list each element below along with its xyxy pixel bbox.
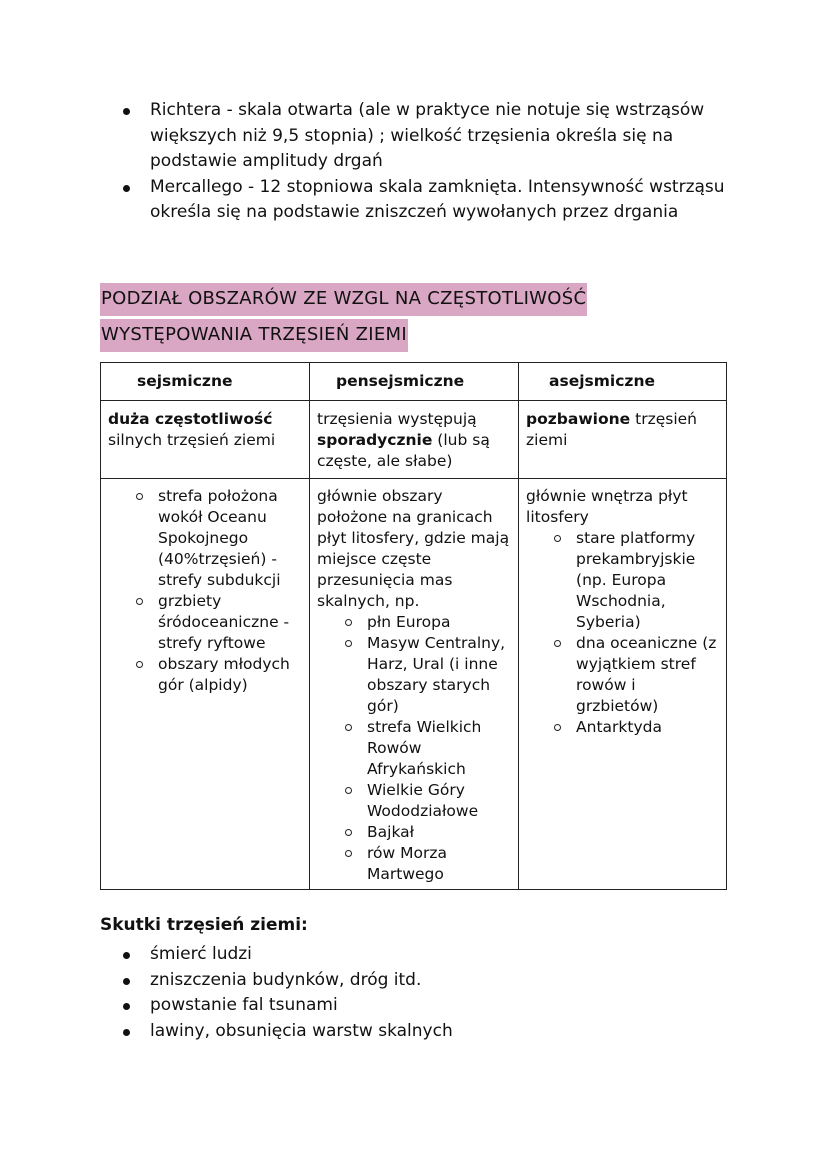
list-item: [100, 1019, 453, 1045]
cell-intro-text: głównie obszary położone na granicach płyt litosfery, gdzie mają miejsce częste przesunięcia mas skalnych, np.: [317, 487, 510, 610]
circle-bullet-icon: [345, 619, 352, 626]
seismic-scales-list: [100, 98, 740, 226]
circle-bullet-icon: [345, 850, 352, 857]
list-item-text: powstanie fal tsunami: [150, 995, 338, 1015]
heading-line-2: WYSTĘPOWANIA TRZĘSIEŃ ZIEMI: [100, 319, 408, 352]
list-item: [317, 633, 511, 717]
circle-bullet-icon: [345, 640, 352, 647]
list-item: [317, 780, 511, 822]
table-cell: [519, 479, 727, 890]
list-item-text: płn Europa: [367, 613, 451, 631]
table-cell: [310, 401, 519, 479]
header-seismic: sejsmiczne: [101, 363, 310, 401]
circle-bullet-icon: [554, 535, 561, 542]
table-row: [101, 479, 727, 890]
list-item-text: strefa Wielkich Rowów Afrykańskich: [367, 718, 482, 778]
list-item-text: dna oceaniczne (z wyjątkiem stref rowów i grzbietów): [576, 634, 717, 715]
bullet-dot-icon: [123, 185, 130, 192]
list-item: [100, 968, 453, 994]
header-aseismic: asejsmiczne: [519, 363, 727, 401]
list-item-text: Wielkie Góry Wododziałowe: [367, 781, 479, 820]
heading-line-1: PODZIAŁ OBSZARÓW ZE WZGL NA CZĘSTOTLIWOŚĆ: [100, 283, 587, 316]
effects-heading: Skutki trzęsień ziemi:: [100, 915, 308, 935]
mercalli-scale-text: Mercallego - 12 stopniowa skala zamknięta. Intensywność wstrząsu określa się na podstawie zniszczeń wywołanych przez drgania: [150, 176, 725, 222]
bullet-dot-icon: [123, 108, 130, 115]
list-item-text: grzbiety śródoceaniczne - strefy ryftowe: [158, 592, 290, 652]
list-item: [100, 942, 453, 968]
bullet-dot-icon: [123, 1003, 130, 1010]
list-item: [526, 633, 719, 717]
cell-text: trzęsień ziemi: [526, 410, 697, 449]
circle-bullet-icon: [345, 724, 352, 731]
bullet-dot-icon: [123, 1029, 130, 1036]
circle-bullet-icon: [345, 787, 352, 794]
circle-bullet-icon: [136, 598, 143, 605]
list-item: [100, 98, 740, 175]
list-item: [317, 612, 511, 633]
list-item: [317, 717, 511, 780]
richter-scale-text: Richtera - skala otwarta (ale w praktyce nie notuje się wstrząsów większych niż 9,5 stopnia) ; wielkość trzęsienia określa się na podstawie amplitudy drgań: [150, 100, 705, 171]
seismic-zones-table: [100, 362, 727, 890]
list-item-text: stare platformy prekambryjskie (np. Europa Wschodnia, Syberia): [576, 529, 696, 631]
circle-bullet-icon: [554, 640, 561, 647]
list-item-text: obszary młodych gór (alpidy): [158, 655, 290, 694]
list-item-text: rów Morza Martwego: [367, 844, 447, 883]
cell-text: trzęsienia występują: [317, 410, 477, 428]
seismic-regions-list: [108, 486, 302, 696]
table-cell: [101, 479, 310, 890]
list-item-text: Antarktyda: [576, 718, 662, 736]
bullet-dot-icon: [123, 952, 130, 959]
effects-list: [100, 942, 453, 1044]
cell-text: silnych trzęsień ziemi: [108, 431, 276, 449]
table-cell: [519, 401, 727, 479]
list-item: [317, 822, 511, 843]
section-heading: [100, 283, 587, 355]
circle-bullet-icon: [554, 724, 561, 731]
table-row: [101, 401, 727, 479]
list-item: [317, 843, 511, 885]
list-item-text: śmierć ludzi: [150, 944, 252, 964]
list-item-text: Masyw Centralny, Harz, Ural (i inne obszary starych gór): [367, 634, 506, 715]
circle-bullet-icon: [136, 493, 143, 500]
circle-bullet-icon: [345, 829, 352, 836]
list-item: [526, 717, 719, 738]
bold-text: sporadycznie: [317, 431, 433, 449]
bold-text: pozbawione: [526, 410, 631, 428]
list-item: [108, 591, 302, 654]
list-item: [100, 993, 453, 1019]
list-item: [108, 486, 302, 591]
table-cell: [310, 479, 519, 890]
circle-bullet-icon: [136, 661, 143, 668]
list-item: [100, 175, 740, 226]
cell-text: (lub są częste, ale słabe): [317, 431, 490, 470]
header-peneseismic: pensejsmiczne: [310, 363, 519, 401]
table-cell: [101, 401, 310, 479]
peneseismic-regions-list: [317, 612, 511, 885]
list-item-text: zniszczenia budynków, dróg itd.: [150, 969, 422, 990]
cell-intro-text: głównie wnętrza płyt litosfery: [526, 487, 688, 526]
list-item-text: strefa położona wokół Oceanu Spokojnego (40%trzęsień) - strefy subdukcji: [158, 487, 281, 589]
aseismic-regions-list: [526, 528, 719, 738]
bold-text: duża częstotliwość: [108, 410, 273, 428]
list-item-text: lawiny, obsunięcia warstw skalnych: [150, 1020, 453, 1041]
table-header-row: [101, 363, 727, 401]
list-item-text: Bajkał: [367, 823, 415, 841]
list-item: [526, 528, 719, 633]
list-item: [108, 654, 302, 696]
bullet-dot-icon: [123, 978, 130, 985]
